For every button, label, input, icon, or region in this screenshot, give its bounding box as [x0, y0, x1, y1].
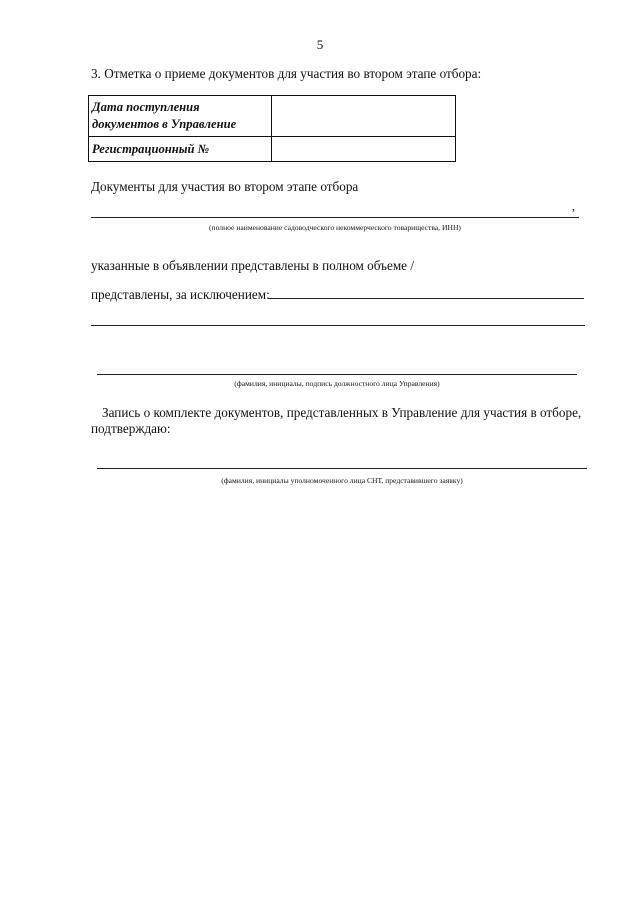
official-caption: (фамилия, инициалы, подпись должностного лица Управления) — [234, 379, 440, 388]
table-row — [89, 137, 456, 162]
except-field-line — [268, 298, 584, 299]
label-line: Дата поступления — [92, 100, 200, 114]
except-line: представлены, за исключением: — [91, 287, 270, 302]
full-volume-line: указанные в объявлении представлены в полном объеме / — [91, 258, 414, 273]
snt-name-line — [91, 217, 579, 218]
registration-number-value — [272, 137, 456, 162]
page-number: 5 — [316, 37, 324, 52]
section-heading: 3. Отметка о приеме документов для участия во втором этапе отбора: — [91, 66, 482, 81]
label-line: Регистрационный № — [92, 141, 210, 156]
registration-number-label — [89, 137, 272, 162]
representative-signature-line — [97, 468, 587, 469]
representative-caption: (фамилия, инициалы уполномоченного лица СНТ, представившего заявку) — [221, 476, 463, 485]
comma: , — [572, 199, 575, 213]
table-row — [89, 96, 456, 137]
confirmation-line-2: подтверждаю: — [91, 421, 171, 436]
label-line: документов в Управление — [92, 117, 237, 131]
documents-text: Документы для участия во втором этапе отбора — [91, 179, 359, 194]
confirmation-line-1: Запись о комплекте документов, представленных в Управление для участия в отборе, — [102, 405, 582, 420]
except-continuation-line — [91, 325, 585, 326]
snt-caption: (полное наименование садоводческого некоммерческого товарищества, ИНН) — [209, 223, 461, 232]
date-received-value — [272, 96, 456, 137]
reception-table — [88, 95, 456, 162]
date-received-label — [89, 96, 272, 137]
official-signature-line — [97, 374, 577, 375]
